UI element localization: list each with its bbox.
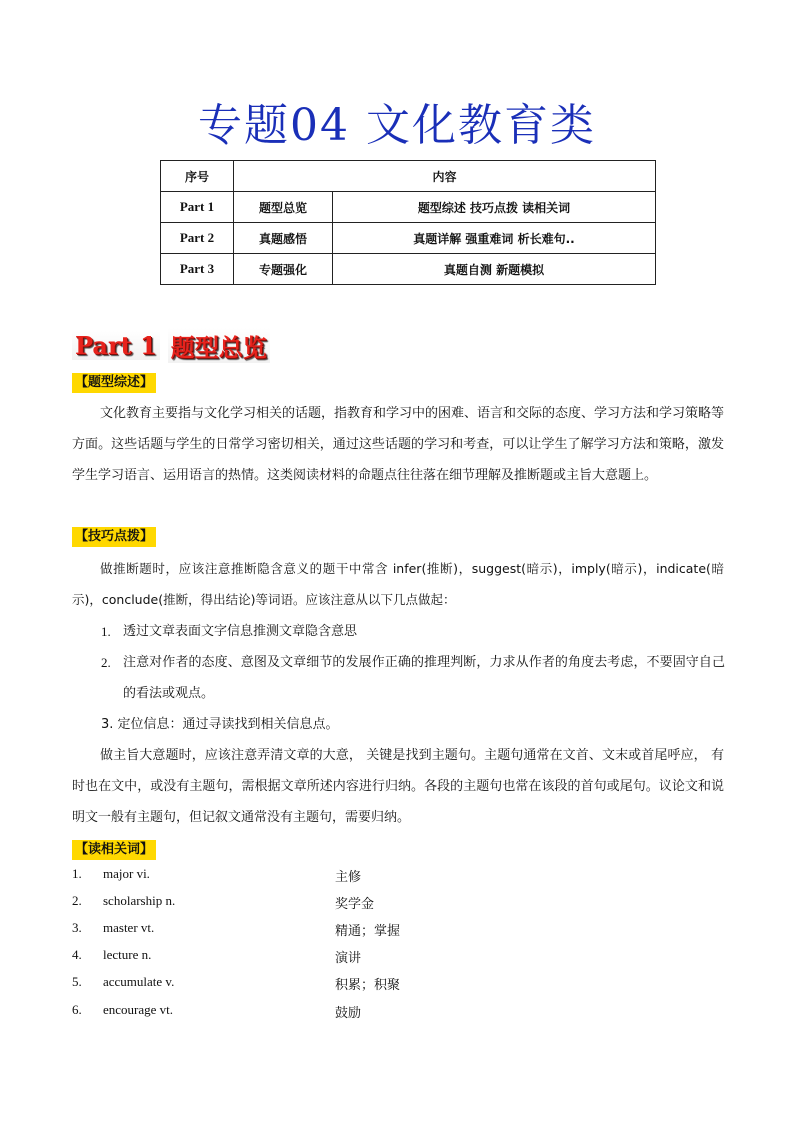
tip-item: 3. 定位信息：通过寻读找到相关信息点。 bbox=[101, 717, 339, 732]
vocab-word: encourage vt. bbox=[103, 1002, 174, 1017]
table-cell-content: 真题自测 新题模拟 bbox=[333, 254, 656, 285]
tip-number: 1. bbox=[101, 624, 111, 639]
tips-intro-paragraph: 做推断题时，应该注意推断隐含意义的题干中常含 infer(推断)，suggest(暗示)，imply(暗示)，indicate(暗示)，conclude(推断，得出结论)等词语。应该注意从以下几点做起： bbox=[72, 561, 724, 607]
vocab-row bbox=[72, 1002, 672, 1029]
table-header-index: 序号 bbox=[161, 161, 234, 192]
vocab-number: 1. bbox=[72, 866, 82, 881]
part-title: 题型总览 bbox=[168, 328, 270, 363]
vocab-meaning: 主修 bbox=[335, 870, 362, 885]
overview-tag: 【题型综述】 bbox=[72, 373, 156, 393]
tip-item: 注意对作者的态度、意图及文章细节的发展作正确的推理判断，力求从作者的角度去考虑，不要固守自己的看法或观点。 bbox=[123, 655, 725, 701]
part-label: Part 1 bbox=[72, 331, 160, 360]
table-cell-part: Part 3 bbox=[161, 254, 234, 285]
main-idea-paragraph: 做主旨大意题时，应该注意弄清文章的大意， 关键是找到主题句。主题句通常在文首、文末或首尾呼应， 有时也在文中，或没有主题句，需根据文章所述内容进行归纳。各段的主题句也常在该段的首句或尾句。议论文和说明文一般有主题句，但记叙文通常没有主题句，需要归纳。 bbox=[72, 748, 724, 825]
overview-paragraph: 文化教育主要指与文化学习相关的话题，指教育和学习中的困难、语言和交际的态度、学习方法和学习策略等方面。这些话题与学生的日常学习密切相关，通过这些话题的学习和考查，可以让学生了解学习方法和策略，激发学生学习语言、运用语言的热情。这类阅读材料的命题点往往落在细节理解及推断题或主旨大意题上。 bbox=[72, 406, 725, 483]
table-cell-content: 题型综述 技巧点拨 读相关词 bbox=[333, 192, 656, 223]
vocab-row bbox=[72, 974, 672, 1001]
tips-tag: 【技巧点拨】 bbox=[72, 527, 156, 547]
vocab-meaning: 精通；掌握 bbox=[335, 924, 401, 939]
document-title: 专题04 文化教育类 bbox=[198, 100, 596, 151]
vocab-number: 2. bbox=[72, 893, 82, 908]
contents-table bbox=[160, 160, 656, 285]
table-cell-name: 专题强化 bbox=[234, 254, 333, 285]
vocab-number: 5. bbox=[72, 974, 82, 989]
vocab-meaning: 演讲 bbox=[335, 951, 362, 966]
vocab-number: 4. bbox=[72, 947, 82, 962]
vocab-word: scholarship n. bbox=[103, 893, 176, 908]
table-row bbox=[161, 192, 656, 223]
table-cell-content: 真题详解 强重难词 析长难句.. bbox=[333, 223, 656, 254]
table-header-content: 内容 bbox=[234, 161, 656, 192]
table-cell-part: Part 2 bbox=[161, 223, 234, 254]
vocab-row bbox=[72, 947, 672, 974]
table-cell-name: 真题感悟 bbox=[234, 223, 333, 254]
vocab-meaning: 奖学金 bbox=[335, 897, 375, 912]
vocab-word: lecture n. bbox=[103, 947, 152, 962]
part-heading bbox=[72, 326, 270, 364]
table-row bbox=[161, 223, 656, 254]
vocab-meaning: 积累；积聚 bbox=[335, 978, 401, 993]
vocab-meaning: 鼓励 bbox=[335, 1006, 362, 1021]
vocab-tag: 【读相关词】 bbox=[72, 840, 156, 860]
tip-number: 2. bbox=[101, 655, 111, 670]
table-header-row bbox=[161, 161, 656, 192]
table-row bbox=[161, 254, 656, 285]
vocab-word: accumulate v. bbox=[103, 974, 175, 989]
vocab-number: 6. bbox=[72, 1002, 82, 1017]
vocab-row bbox=[72, 866, 672, 893]
vocab-number: 3. bbox=[72, 920, 82, 935]
tip-item: 透过文章表面文字信息推测文章隐含意思 bbox=[123, 624, 358, 639]
vocab-row bbox=[72, 920, 672, 947]
table-cell-part: Part 1 bbox=[161, 192, 234, 223]
table-cell-name: 题型总览 bbox=[234, 192, 333, 223]
vocab-word: master vt. bbox=[103, 920, 155, 935]
vocab-word: major vi. bbox=[103, 866, 150, 881]
vocab-row bbox=[72, 893, 672, 920]
